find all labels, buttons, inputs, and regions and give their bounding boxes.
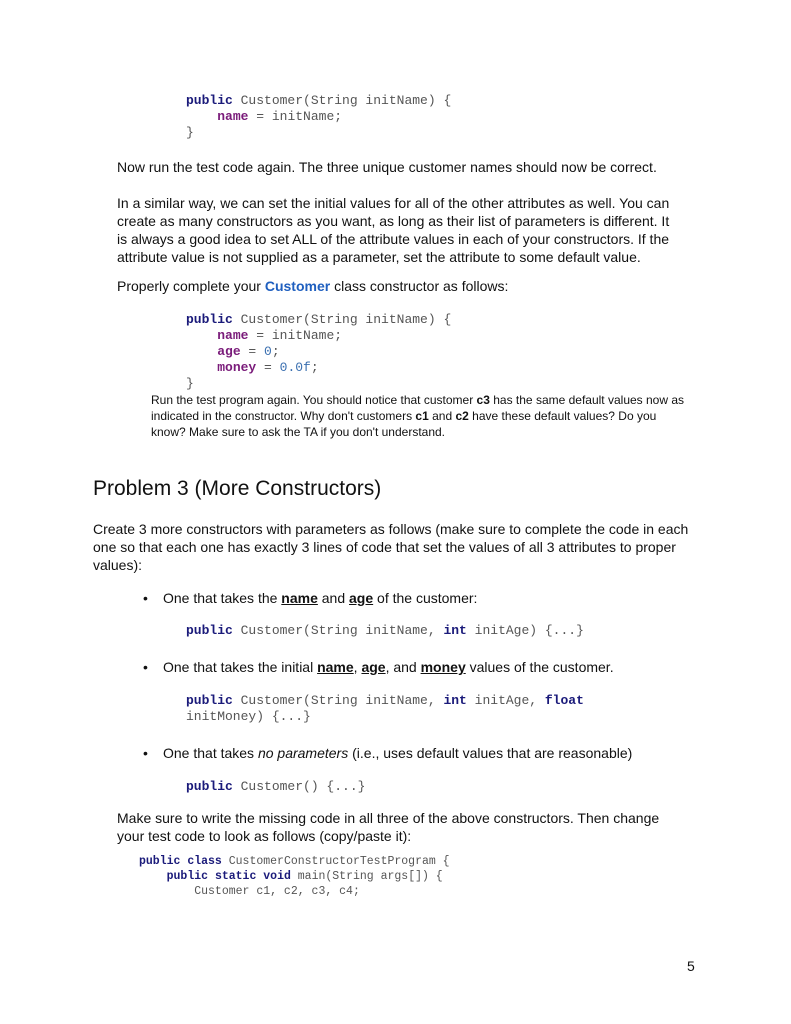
section-heading-problem-3: Problem 3 (More Constructors) [93, 477, 382, 500]
text-fragment: One that takes the initial [163, 659, 318, 675]
text-fragment: One that takes [163, 745, 258, 761]
keyword-public: public [186, 693, 233, 708]
code-signature: initAge) {...} [466, 623, 584, 638]
keyword-public: public [139, 855, 181, 868]
paragraph-run-again-note [151, 392, 691, 440]
code-assign: = initName; [248, 328, 343, 343]
class-name-customer: Customer [264, 278, 331, 294]
paragraph-write-missing-code: Make sure to write the missing code in all three of the above constructors. Then change your test code to look as follows (copy/paste it): [117, 810, 660, 844]
customer-c3: c3 [476, 393, 490, 407]
bullet-item-name-age [163, 589, 477, 607]
keyword-public: public [186, 93, 233, 108]
term-age: age [349, 590, 374, 606]
term-name: name [281, 590, 318, 606]
field-name: name [217, 109, 249, 124]
code-signature: initAge, [466, 693, 545, 708]
code-signature: Customer(String initName, [232, 623, 444, 638]
customer-c1: c1 [415, 409, 429, 423]
keyword-class: class [187, 855, 222, 868]
paragraph-initial-values: In a similar way, we can set the initial values for all of the other attributes as well. You can create as many constructors as you want, as long as their list of parameters is different. It is always a good idea to set ALL of the attribute values in each of your constructors. If the attribute value is not supplied as a parameter, set the attribute to some default value. [117, 195, 670, 265]
code-class-name: CustomerConstructorTestProgram { [221, 855, 450, 868]
bullet-item-name-age-money [163, 658, 614, 676]
code-signature: Customer(String initName) { [232, 312, 452, 327]
code-semicolon: ; [310, 360, 319, 375]
code-signature: Customer() {...} [232, 779, 366, 794]
code-signature: Customer(String initName) { [232, 93, 452, 108]
paragraph-run-test: Now run the test code again. The three unique customer names should now be correct. [117, 159, 657, 175]
code-close-brace: } [186, 125, 194, 140]
term-no-parameters: no parameters [257, 745, 349, 761]
text-fragment: Run the test program again. You should notice that customer [151, 393, 477, 407]
code-close-brace: } [186, 376, 194, 391]
value-money: 0.0f [279, 360, 311, 375]
keyword-int: int [443, 693, 467, 708]
text-fragment: have these default values? Do you know? Make sure to ask the TA if you don't understand. [151, 409, 657, 439]
keyword-public: public [186, 623, 233, 638]
code-signature: initMoney) {...} [186, 709, 311, 724]
text-fragment: , and [385, 659, 421, 675]
text-fragment: (i.e., uses default values that are reasonable) [348, 745, 633, 761]
code-equals: = [240, 344, 265, 359]
field-money: money [217, 360, 257, 375]
keyword-void: void [263, 870, 291, 883]
code-block-constructor-name [186, 93, 451, 141]
code-block-full-constructor [186, 312, 451, 392]
text-fragment: and [317, 590, 350, 606]
code-equals: = [256, 360, 280, 375]
page-number: 5 [687, 958, 695, 974]
code-constructor-name-age [186, 623, 584, 639]
bullet-item-no-parameters [163, 744, 632, 762]
value-age: 0 [264, 344, 272, 359]
keyword-int: int [443, 623, 467, 638]
bullet-marker: • [143, 659, 148, 675]
field-age: age [217, 344, 241, 359]
text-fragment: of the customer: [373, 590, 478, 606]
code-assign: = initName; [248, 109, 343, 124]
bullet-marker: • [143, 745, 148, 761]
bullet-marker: • [143, 590, 148, 606]
term-money: money [420, 659, 466, 675]
term-name: name [317, 659, 354, 675]
text-fragment: and [428, 409, 456, 423]
paragraph-create-constructors: Create 3 more constructors with parameters as follows (make sure to complete the code in each one so that each one has exactly 3 lines of code that set the values of all 3 attributes to proper values): [93, 521, 689, 573]
field-name: name [217, 328, 249, 343]
text-fragment: values of the customer. [465, 659, 614, 675]
keyword-public: public [186, 312, 233, 327]
keyword-public: public [166, 870, 209, 883]
code-constructor-name-age-money [186, 693, 584, 725]
text-fragment: , [353, 659, 362, 675]
code-constructor-default [186, 779, 365, 795]
code-block-test-program [139, 854, 450, 899]
code-declaration: Customer c1, c2, c3, c4; [194, 885, 360, 898]
paragraph-complete-constructor [117, 277, 677, 295]
customer-c2: c2 [455, 409, 469, 423]
text-fragment: class constructor as follows: [330, 278, 509, 294]
term-age: age [361, 659, 386, 675]
keyword-static: static [214, 870, 257, 883]
code-semicolon: ; [271, 344, 280, 359]
text-fragment: has the same default values now as indicated in the constructor. Why don't customers [151, 393, 685, 423]
text-fragment: One that takes the [163, 590, 282, 606]
text-fragment: Properly complete your [117, 278, 265, 294]
keyword-public: public [186, 779, 233, 794]
code-main-signature: main(String args[]) { [290, 870, 443, 883]
keyword-float: float [544, 693, 584, 708]
code-signature: Customer(String initName, [232, 693, 444, 708]
